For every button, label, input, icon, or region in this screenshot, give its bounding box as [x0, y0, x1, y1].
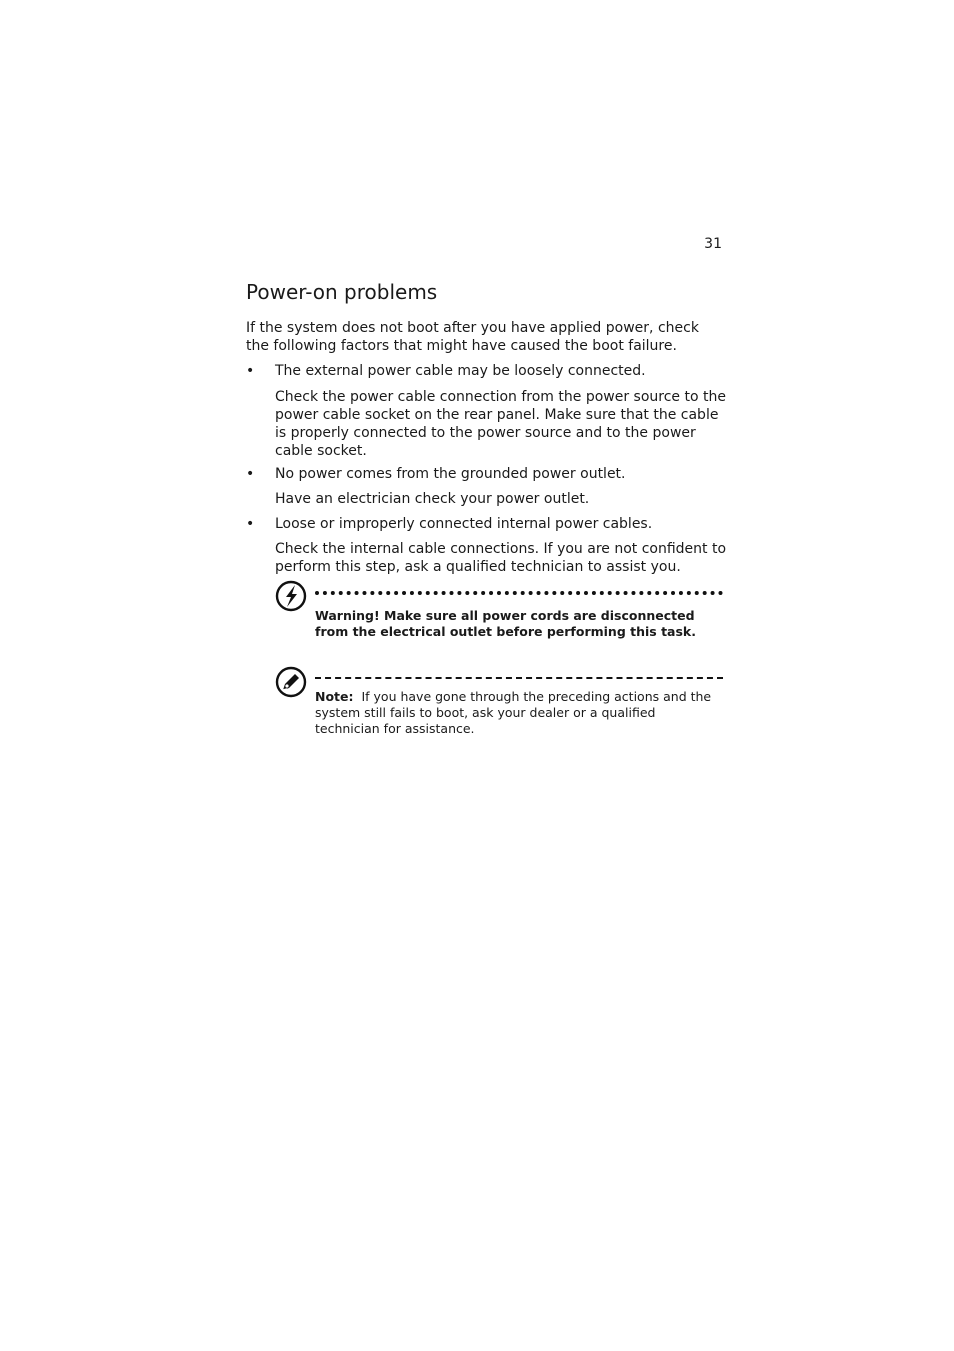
- note-label: Note:: [315, 689, 354, 704]
- warning-divider: [315, 591, 723, 595]
- bullet-icon: •: [246, 516, 255, 532]
- lightning-bolt-icon: [275, 580, 307, 612]
- bullet-text: No power comes from the grounded power outlet.: [275, 466, 626, 482]
- note-text: [315, 689, 715, 737]
- page-number: 31: [704, 236, 722, 252]
- note-body: If you have gone through the preceding actions and the system still fails to boot, ask your dealer or a qualified technician for assistance.: [315, 689, 712, 736]
- bullet-text: The external power cable may be loosely connected.: [275, 363, 646, 379]
- page-title: Power-on problems: [246, 280, 438, 304]
- item-detail: Have an electrician check your power outlet.: [275, 491, 590, 507]
- bullet-icon: •: [246, 363, 255, 379]
- intro-paragraph: If the system does not boot after you have applied power, check the following factors that might have caused the boot failure.: [246, 320, 699, 354]
- pen-note-icon: [275, 666, 307, 698]
- bullet-icon: •: [246, 466, 255, 482]
- item-detail: Check the internal cable connections. If you are not confident to perform this step, ask a qualified technician to assist you.: [275, 541, 727, 575]
- warning-text: Warning! Make sure all power cords are disconnected from the electrical outlet before performing this task.: [315, 608, 696, 639]
- item-detail: Check the power cable connection from the power source to the power cable socket on the rear panel. Make sure that the cable is properly connected to the power source and to the power cable socket.: [275, 389, 726, 459]
- note-divider: [315, 677, 723, 679]
- bullet-text: Loose or improperly connected internal power cables.: [275, 516, 653, 532]
